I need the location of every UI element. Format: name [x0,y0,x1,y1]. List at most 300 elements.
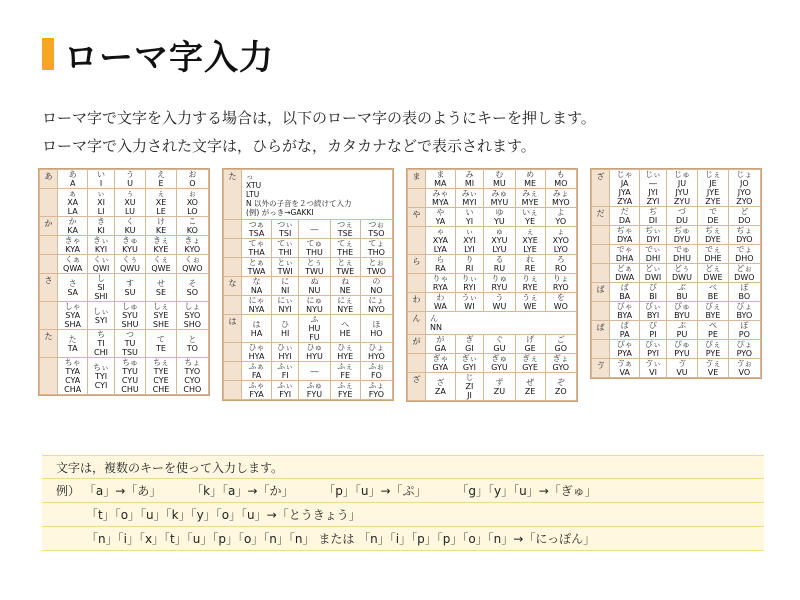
kana-cell [666,245,698,264]
row-label: ざ [592,170,610,207]
kana-text: でゅ [673,245,690,254]
kana-cell [484,255,515,274]
kana-cell [176,274,208,302]
kana-cell [330,343,360,362]
kana-text: にぇ [337,296,354,305]
romaji-text: KA [67,226,78,235]
romaji-text: HYU [306,352,323,361]
kana-cell [146,189,176,217]
kana-cell [299,362,330,381]
romaji-text: HE [339,328,351,338]
kana-cell [728,302,760,321]
kana-cell [242,239,272,258]
kana-cell [272,258,299,277]
kana-cell [146,302,176,330]
romaji-text: DHU [672,254,691,263]
kana-cell [299,277,330,296]
kana-cell [299,258,330,277]
kana-cell [146,274,176,302]
romaji-text: FYE [337,390,353,399]
row-label: ぱ [592,321,610,340]
kana-text: ぎゃ [432,354,449,363]
romaji-text: VU [676,368,688,377]
kana-text: じょ [736,170,753,179]
kana-text: そ [188,278,197,288]
romaji-text: ZO [554,386,567,396]
romaji-text: XA LA [67,198,79,216]
kana-text: ち [97,330,106,339]
romaji-text: DI [648,216,658,225]
romaji-table-ja-vu [590,168,762,379]
kana-cell [299,381,330,400]
table-row [408,189,577,208]
kana-cell [58,189,88,217]
kana-text: だ [620,207,629,216]
kana-text: ず [495,377,504,387]
romaji-text: JE JYE ZYE [705,179,721,206]
kana-text: びゃ [616,302,633,311]
kana-cell [698,283,728,302]
kana-cell [426,274,456,293]
kana-text: わ [436,293,445,302]
kana-cell [360,239,392,258]
romaji-text: WI [464,302,475,311]
row-label [40,358,58,395]
romaji-text: BI [649,292,657,301]
romaji-text: TO [186,343,198,353]
kana-cell [666,207,698,226]
kana-cell [360,343,392,362]
kana-text: ぱ [620,321,629,330]
kana-cell [360,315,392,343]
row-label [40,255,58,274]
romaji-text: TWO [366,267,386,276]
kana-cell [484,189,515,208]
kana-text: にゃ [248,296,265,305]
kana-text: ひぇ [337,343,354,352]
romaji-text: DWO [734,273,755,282]
kana-text: ぺ [708,321,717,330]
kana-cell [360,220,392,239]
kana-text: きぇ [152,236,169,245]
kana-cell [666,264,698,283]
romaji-text: TA [67,343,78,353]
kana-cell [242,258,272,277]
romaji-text: DU [675,216,688,225]
romaji-text: FYO [368,390,385,399]
kana-cell [272,296,299,315]
romaji-text: XYI LYI [463,236,476,254]
romaji-text: ZU [493,386,506,396]
romaji-text: O [189,179,196,188]
kana-cell [698,226,728,245]
kana-cell [610,245,640,264]
romaji-text: TYI CYI [94,371,108,390]
kana-cell [176,302,208,330]
table-row [408,170,577,189]
romaji-text: PI [649,330,657,339]
kana-cell [515,354,545,373]
romaji-text: WE [523,302,537,311]
romaji-text: QWI [92,264,110,273]
kana-text: ぢゃ [616,226,633,235]
kana-text: ょ [556,227,565,236]
kana-cell [545,373,576,401]
kana-text: よ [556,208,565,217]
romaji-text: GYO [552,363,570,372]
romaji-text: GO [554,344,568,353]
romaji-text: YA [435,217,446,226]
row-label [224,258,242,277]
kana-text: を [556,293,565,302]
kana-cell [728,264,760,283]
kana-cell [426,189,456,208]
romaji-text: DYO [736,235,753,244]
romaji-text: ZE [524,386,536,396]
kana-cell [330,239,360,258]
kana-text: ふぇ [337,362,354,371]
kana-text: りょ [552,274,569,283]
kana-cell [545,255,576,274]
kana-cell [176,217,208,236]
row-label [224,381,242,400]
romaji-text: BYI [646,311,660,320]
kana-cell [545,354,576,373]
row-label [592,340,610,359]
kana-text: の [372,277,381,286]
table-row [408,208,577,227]
romaji-text: RO [554,264,567,273]
page-title: ローマ字入力 [64,38,274,78]
kana-text: ぴゅ [673,340,690,349]
kana-cell [666,340,698,359]
kana-text: ゔ [677,359,686,368]
romaji-text: PU [676,330,688,339]
row-label [408,227,426,255]
table-row [40,217,209,236]
kana-text: ろ [556,255,565,264]
kana-cell [545,208,576,227]
kana-cell [610,359,640,378]
example-ka: 「k」「a」→「か」 [191,484,294,498]
romaji-text: BO [738,292,751,301]
romaji-text: YU [494,217,505,226]
romaji-text: HU FU [308,324,321,342]
kana-cell [610,170,640,207]
romaji-text: QWA [63,264,83,273]
kana-cell [610,321,640,340]
kana-text: ふぃ [277,362,294,371]
romaji-text: RU [493,264,506,273]
romaji-text: TWI [277,267,293,276]
kana-text: さ [68,278,77,288]
romaji-text: PYI [647,349,659,358]
romaji-text: DYU [673,235,691,244]
kana-cell [426,170,456,189]
romaji-text: BYA [617,311,633,320]
kana-text: でぃ [645,245,661,254]
kana-text: びゅ [673,302,690,311]
kana-text: ひょ [368,343,385,352]
kana-text: てぃ [277,239,294,248]
kana-text: い [97,170,106,179]
kana-text: てぇ [337,239,354,248]
romaji-text: GYI [462,363,476,372]
kana-text: みゅ [491,189,508,198]
example-a: 「a」→「あ」 [83,484,162,498]
row-label: ば [592,283,610,302]
kana-text: ぢょ [736,226,753,235]
intro-text [42,104,596,160]
romaji-text: E [158,179,164,188]
romaji-text: WU [492,302,507,311]
kana-text: てょ [368,239,385,248]
romaji-text: THA [248,248,265,257]
kana-text: くぃ [93,255,109,264]
romaji-text: KYA [65,245,81,254]
romaji-text: RYE [522,283,538,292]
romaji-text: RYA [432,283,448,292]
kana-text: げ [526,335,535,344]
kana-text: みぇ [522,189,539,198]
kana-cell [242,220,272,239]
romaji-text: PE [708,330,718,339]
kana-text: も [556,170,565,179]
kana-text: でぇ [704,245,721,254]
romaji-text: SYE SHE [152,311,170,329]
kana-cell [272,381,299,400]
kana-cell [88,170,114,189]
romaji-text: GA [434,344,447,353]
row-label [408,274,426,293]
kana-cell [58,274,88,302]
kana-text: しぃ [93,306,109,316]
kana-cell [484,274,515,293]
kana-cell [426,354,456,373]
romaji-text: THI [278,248,292,257]
kana-cell [610,283,640,302]
romaji-text: TSO [368,229,385,238]
kana-text: りぃ [461,274,478,283]
table-row [224,277,393,296]
table-row [408,335,577,354]
input-instructions [42,455,764,551]
kana-text: ゔぉ [736,359,753,368]
kana-text: しょ [184,302,201,311]
romaji-text: TWU [305,267,324,276]
kana-text: ちょ [184,358,201,367]
kana-cell [640,264,666,283]
kana-cell [455,354,484,373]
row-label: だ [592,207,610,226]
kana-cell [114,170,146,189]
romaji-text: VE [707,368,719,377]
kana-cell [330,296,360,315]
kana-cell [515,373,545,401]
kana-text: み [465,170,474,179]
row-label: わ [408,293,426,312]
romaji-text: HO [370,328,383,338]
kana-cell [610,302,640,321]
kana-text: ぞ [556,377,565,387]
kana-text: りゃ [432,274,449,283]
table-row [592,245,761,264]
kana-cell [176,170,208,189]
kana-text: ふぃ [277,381,294,390]
kana-cell [88,302,114,330]
row-label: た [224,170,242,220]
kana-cell [242,362,272,381]
kana-text: でゃ [616,245,633,254]
romaji-text: XTU LTU [246,181,262,199]
kana-text: き [97,217,106,226]
table-row [592,226,761,245]
table-row [40,236,209,255]
kana-text: か [68,217,77,226]
table-row [40,358,209,395]
kana-text: じ [465,373,474,382]
romaji-text: I [99,179,103,188]
kana-cell [146,330,176,358]
kana-cell [242,343,272,362]
kana-cell [88,255,114,274]
kana-text: ま [436,170,445,179]
kana-cell [484,208,515,227]
kana-cell [698,302,728,321]
romaji-text: NYU [306,305,323,314]
romaji-text: XO LO [186,198,198,216]
romaji-text: PYO [736,349,753,358]
romaji-text: DYA [616,235,633,244]
kana-cell [176,330,208,358]
romaji-text: FYU [306,390,323,399]
romaji-text: HYO [368,352,385,361]
romaji-text: TSE [337,229,353,238]
kana-cell [698,170,728,207]
kana-text: どぃ [645,264,661,273]
kana-cell [515,335,545,354]
kana-text: ぴょ [736,340,753,349]
kana-cell [484,227,515,255]
kana-text: ぴ [649,321,658,330]
kana-text: ね [341,277,350,286]
romaji-text: GE [524,344,536,353]
kana-cell [455,335,484,354]
kana-text: つぇ [337,220,354,229]
kana-text: ふぁ [248,362,265,371]
kana-cell [515,227,545,255]
kana-cell [545,335,576,354]
kana-cell [426,293,456,312]
kana-text: じぇ [704,170,721,179]
table-row [408,274,577,293]
romaji-text: VI [649,368,657,377]
kana-cell [728,359,760,378]
kana-cell [176,189,208,217]
table-row [592,359,761,378]
kana-cell [728,340,760,359]
kana-text: ぬ [310,277,319,286]
kana-cell [360,277,392,296]
kana-text: とぃ [277,258,294,267]
kana-text: きょ [184,236,201,245]
kana-text: ぢゅ [673,226,690,235]
romaji-text: DHO [735,254,754,263]
table-row [224,220,393,239]
kana-text: ― [310,224,319,234]
romaji-table-tsu-ha [222,168,394,401]
kana-cell [114,358,146,395]
row-label: ま [408,170,426,189]
romaji-text: TWE [336,267,355,276]
romaji-text: DHI [645,254,661,263]
kana-cell [176,358,208,395]
table-row [224,362,393,381]
kana-text: つ [126,330,134,339]
romaji-text: SI SHI [94,283,108,301]
romaji-text: QWO [182,264,203,273]
kana-cell [545,189,576,208]
romaji-text: VO [738,368,751,377]
kana-cell [666,321,698,340]
romaji-text: MYO [551,198,570,207]
kana-text: せ [156,278,165,288]
kana-text: や [436,208,445,217]
row-label: や [408,208,426,227]
kana-text: る [495,255,504,264]
table-row [224,239,393,258]
kana-cell [426,227,456,255]
kana-cell [360,381,392,400]
romaji-text: FI [281,371,289,380]
kana-cell [666,170,698,207]
kana-text: ゅ [495,227,504,236]
kana-cell [114,189,146,217]
kana-text: う [126,170,134,179]
romaji-text: RYO [552,283,569,292]
kana-cell [698,321,728,340]
kana-cell [728,245,760,264]
romaji-text: FYA [249,390,264,399]
table-row [224,343,393,362]
romaji-text: SU [124,287,136,297]
kana-cell [58,255,88,274]
kana-cell [299,315,330,343]
kana-text: ちゃ [64,358,81,367]
kana-cell [455,227,484,255]
kana-text: とぇ [337,258,354,267]
kana-text: しぇ [152,302,169,311]
romaji-text: HI [280,328,290,338]
romaji-text: YO [555,217,567,226]
romaji-text: DWA [615,273,635,282]
kana-text: す [126,278,134,288]
kana-cell [728,170,760,207]
romaji-text: U [127,179,133,188]
kana-text: あ [68,170,77,179]
row-label [224,220,242,239]
romaji-text: XE LE [155,198,167,216]
romaji-text: GI [465,344,474,353]
kana-cell [272,315,299,343]
kana-text: こ [188,217,197,226]
kana-cell [698,207,728,226]
kana-text: ゔぇ [704,359,721,368]
example-toukyou: 「t」「o」「u」「k」「y」「o」「u」→「とうきょう」 [42,503,764,527]
romaji-text: TSA [248,229,265,238]
kana-text: う [495,293,504,302]
kana-text: ば [620,283,629,292]
